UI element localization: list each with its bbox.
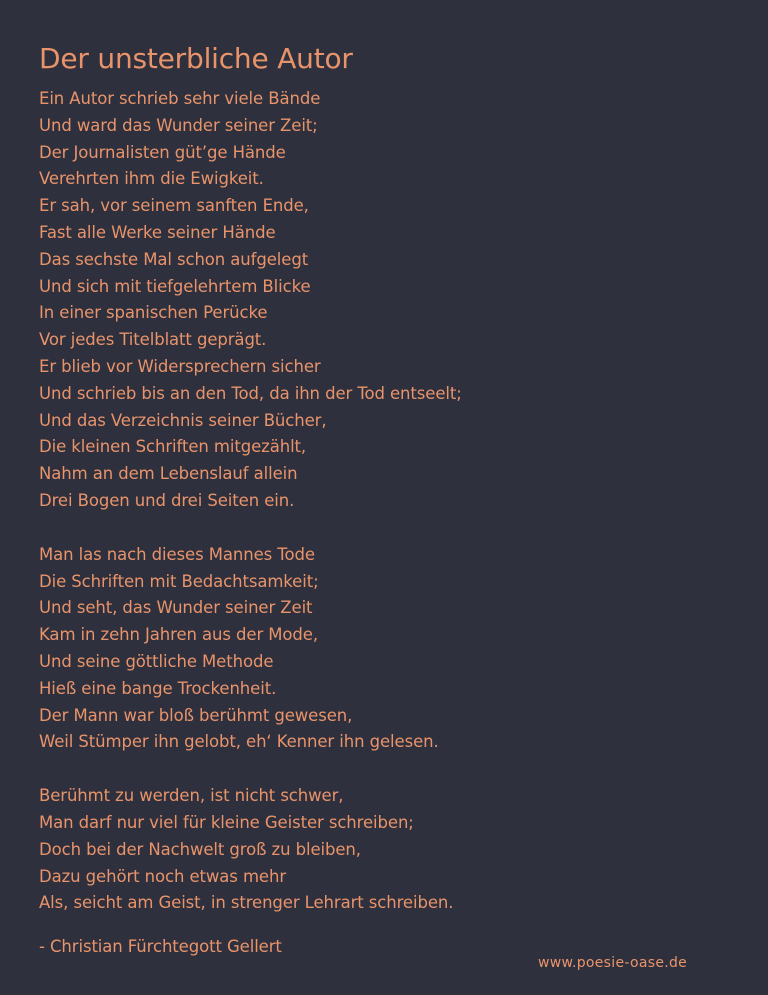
poem-line: Berühmt zu werden, ist nicht schwer, — [39, 786, 344, 806]
poem-line: Die kleinen Schriften mitgezählt, — [39, 437, 307, 457]
poem-line: Weil Stümper ihn gelobt, eh‘ Kenner ihn gelesen. — [39, 732, 439, 752]
poem-line: Als, seicht am Geist, in strenger Lehrart schreiben. — [39, 893, 454, 913]
poem-line: In einer spanischen Perücke — [39, 303, 268, 323]
poem-line: Doch bei der Nachwelt groß zu bleiben, — [39, 839, 361, 859]
poem-line: Und das Verzeichnis seiner Bücher, — [39, 410, 327, 430]
poem-line: Kam in zehn Jahren aus der Mode, — [39, 625, 318, 645]
poem-line: Drei Bogen und drei Seiten ein. — [39, 490, 295, 510]
poem-line: Verehrten ihm die Ewigkeit. — [39, 169, 264, 189]
poem-line: Fast alle Werke seiner Hände — [39, 222, 276, 242]
poem-line: Der Journalisten güt’ge Hände — [39, 142, 286, 162]
poem-line: Er sah, vor seinem sanften Ende, — [39, 196, 309, 216]
poem-line: Nahm an dem Lebenslauf allein — [39, 464, 298, 484]
poem-line: Die Schriften mit Bedachtsamkeit; — [39, 571, 319, 591]
website-url: www.poesie-oase.de — [538, 955, 688, 971]
stanza-1 — [39, 86, 739, 515]
poem-line: Er blieb vor Widersprechern sicher — [39, 356, 321, 376]
poem-title: Der unsterbliche Autor — [39, 42, 353, 75]
poem-line: Und seine göttliche Methode — [39, 651, 274, 671]
poem-line: Hieß eine bange Trockenheit. — [39, 678, 277, 698]
poem-container — [39, 42, 739, 960]
poem-line: Dazu gehört noch etwas mehr — [39, 866, 287, 886]
poem-line: Der Mann war bloß berühmt gewesen, — [39, 705, 353, 725]
poem-line: Vor jedes Titelblatt geprägt. — [39, 330, 267, 350]
poem-line: Man darf nur viel für kleine Geister schreiben; — [39, 812, 414, 832]
stanza-3 — [39, 783, 739, 917]
poem-line: Und ward das Wunder seiner Zeit; — [39, 115, 318, 135]
poem-line: Ein Autor schrieb sehr viele Bände — [39, 89, 321, 108]
poem-line: Das sechste Mal schon aufgelegt — [39, 249, 309, 269]
poem-line: Man las nach dieses Mannes Tode — [39, 544, 315, 564]
poem-line: Und schrieb bis an den Tod, da ihn der Tod entseelt; — [39, 383, 462, 403]
poem-line: Und seht, das Wunder seiner Zeit — [39, 598, 313, 618]
poem-line: Und sich mit tiefgelehrtem Blicke — [39, 276, 311, 296]
stanza-2 — [39, 542, 739, 756]
poem-author: - Christian Fürchtegott Gellert — [39, 937, 282, 957]
